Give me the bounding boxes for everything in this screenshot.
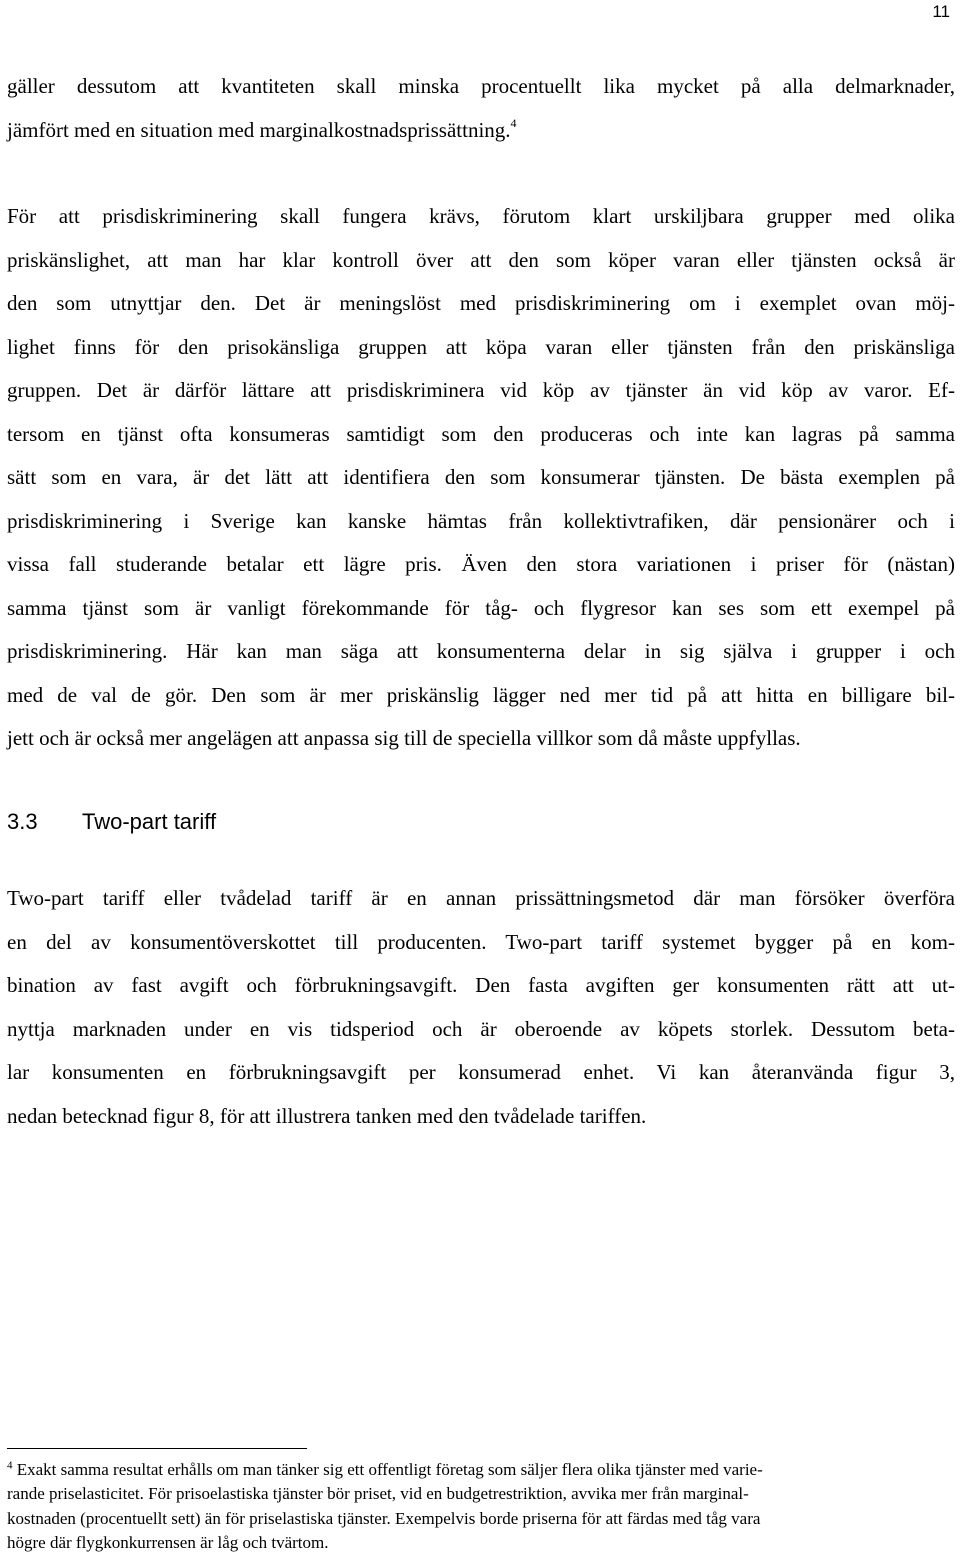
paragraph-line: vissa fall studerande betalar ett lägre pris. Även den stora variationen i priser för (nästan) [7,552,955,576]
paragraph-line: prisdiskriminering. Här kan man säga att konsumenterna delar in sig själva i grupper i och [7,639,955,663]
paragraph-line: gruppen. Det är därför lättare att prisdiskriminera vid köp av tjänster än vid köp av varor. Ef- [7,378,955,402]
paragraph-2 [7,195,955,761]
footnote-marker: 4 [7,1459,13,1472]
paragraph-line: nedan betecknad figur 8, för att illustrera tanken med den tvådelade tariffen. [7,1103,647,1128]
paragraph-1 [7,65,955,152]
footnote-4 [7,1458,942,1555]
paragraph-line: Two-part tariff eller tvådelad tariff är en annan prissättningsmetod där man försöker överföra [7,886,955,910]
paragraph-line: samma tjänst som är vanligt förekommande för tåg- och flygresor kan ses som ett exempel på [7,595,955,620]
paragraph-line: bination av fast avgift och förbrukningsavgift. Den fasta avgiften ger konsumenten rätt att ut- [7,973,955,997]
paragraph-line: lar konsumenten en förbrukningsavgift per konsumerad enhet. Vi kan återanvända figur 3, [7,1060,955,1084]
footnote-line: rande priselasticitet. För prisoelastiska tjänster bör priset, vid en budgetrestriktion, avvika mer från marginal- [7,1484,749,1504]
paragraph-line: en del av konsumentöverskottet till producenten. Two-part tariff systemet bygger på en kom- [7,929,955,954]
footnote-line [7,1458,942,1482]
paragraph-line: den som utnyttjar den. Det är meningslöst med prisdiskriminering om i exemplet ovan möj- [7,291,955,315]
paragraph-line: nyttja marknaden under en vis tidsperiod och är oberoende av köpets storlek. Dessutom beta- [7,1016,955,1041]
section-number: 3.3 [7,809,38,834]
section-heading [7,809,216,835]
footnote-text: Exakt samma resultat erhålls om man tänker sig ett offentligt företag som säljer flera olika tjänster med varie- [12,1460,763,1479]
footnote-line: högre där flygkonkurrensen är låg och tvärtom. [7,1532,329,1552]
footnote-line: kostnaden (procentuellt sett) än för priselastiska tjänster. Exempelvis borde priserna för att färdas med tåg vara [7,1508,761,1528]
paragraph-line: tersom en tjänst ofta konsumeras samtidigt som den produceras och inte kan lagras på samma [7,421,955,446]
paragraph-line: För att prisdiskriminering skall fungera krävs, förutom klart urskiljbara grupper med olika [7,204,955,228]
paragraph-3 [7,877,955,1138]
footnote-separator [7,1448,307,1449]
paragraph-line: gäller dessutom att kvantiteten skall minska procentuellt lika mycket på alla delmarknader, [7,74,955,98]
paragraph-line: med de val de gör. Den som är mer priskänslig lägger ned mer tid på att hitta en billigare bil- [7,682,955,707]
paragraph-line: jämfört med en situation med marginalkostnadsprissättning. [7,117,511,142]
paragraph-line: lighet finns för den prisokänsliga gruppen att köpa varan eller tjänsten från den priskänsliga [7,334,955,359]
paragraph-line: priskänslighet, att man har klar kontroll över att den som köper varan eller tjänsten också är [7,247,955,272]
page-number: 11 [932,2,950,21]
paragraph-line: jett och är också mer angelägen att anpassa sig till de speciella villkor som då måste uppfyllas. [7,726,801,750]
paragraph-line: sätt som en vara, är det lätt att identifiera den som konsumerar tjänsten. De bästa exemplen på [7,465,955,489]
paragraph-line-with-footnote [7,109,955,153]
section-title: Two-part tariff [82,809,217,834]
paragraph-line: prisdiskriminering i Sverige kan kanske hämtas från kollektivtrafiken, där pensionärer och i [7,508,955,533]
footnote-reference[interactable]: 4 [510,115,517,130]
